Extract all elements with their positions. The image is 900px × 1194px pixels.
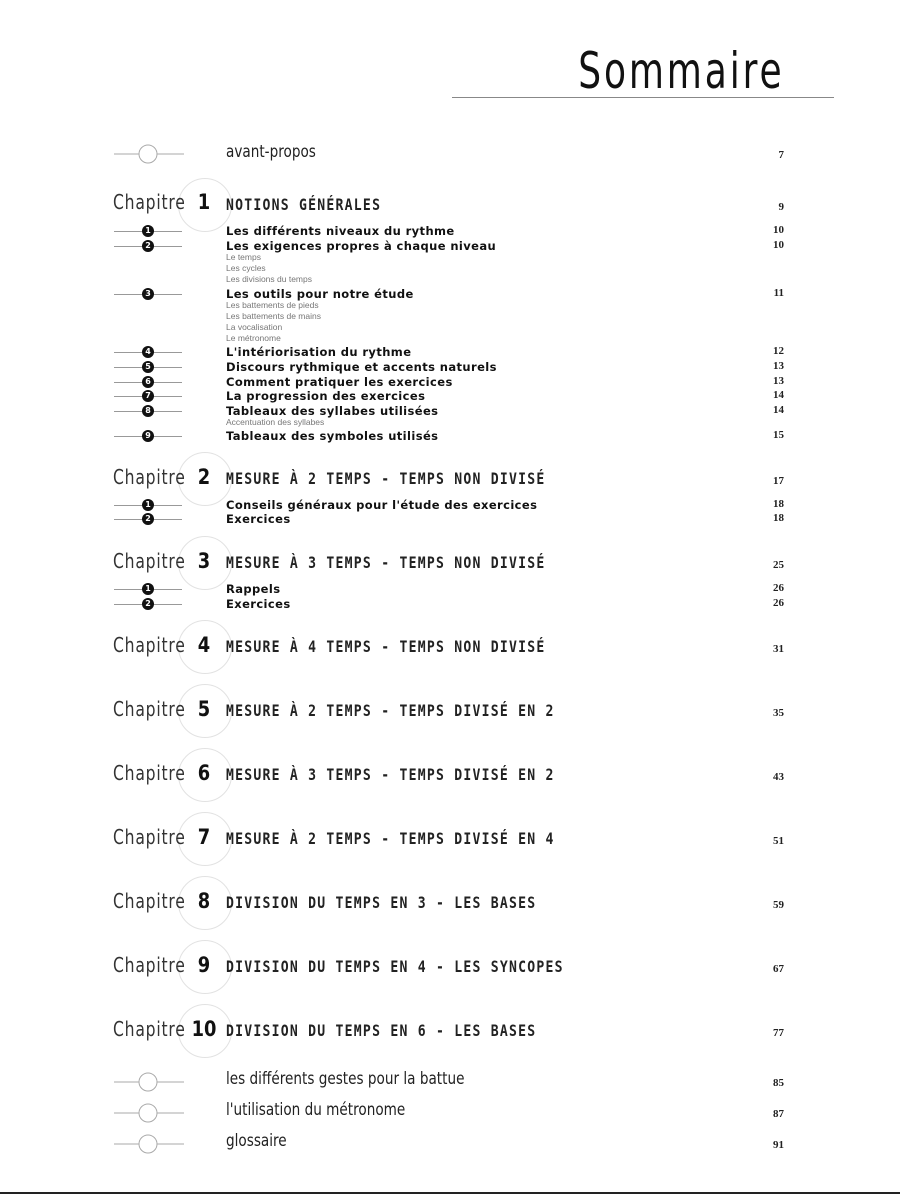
chapter-label: Chapitre [113,633,186,657]
section-number-badge: 7 [142,390,154,402]
chapter-label: Chapitre [113,953,186,977]
section-title[interactable]: Tableaux des syllabes utilisées [226,404,439,418]
section-page-number: 26 [773,582,784,594]
chapter-page-number: 43 [773,771,784,783]
subsection-item: Les cycles [226,263,266,273]
chapter-number: 7 [197,825,211,849]
subsection-item: Le métronome [226,333,281,343]
section-title[interactable]: Conseils généraux pour l'étude des exercices [226,498,538,512]
chapter-number: 10 [191,1017,217,1041]
chapter-page-number: 31 [773,643,784,655]
section-number-badge: 1 [142,225,154,237]
section-number-badge: 5 [142,361,154,373]
section-title[interactable]: Exercices [226,597,291,611]
section-number-badge: 1 [142,499,154,511]
section-page-number: 11 [773,287,784,299]
chapter-title[interactable]: MESURE À 2 TEMPS - TEMPS NON DIVISÉ [226,469,546,488]
section-page-number: 14 [773,404,784,416]
ring-ornament-icon [114,144,184,164]
chapter-label: Chapitre [113,889,186,913]
toc-page-number: 7 [778,149,784,161]
section-title[interactable]: La progression des exercices [226,389,426,403]
chapter-title[interactable]: MESURE À 3 TEMPS - TEMPS NON DIVISÉ [226,553,546,572]
section-title[interactable]: Comment pratiquer les exercices [226,375,453,389]
chapter-label: Chapitre [113,549,186,573]
chapter-title[interactable]: MESURE À 4 TEMPS - TEMPS NON DIVISÉ [226,637,546,656]
chapter-number: 5 [197,697,211,721]
section-title[interactable]: Exercices [226,512,291,526]
chapter-number: 2 [197,465,211,489]
chapter-title[interactable]: NOTIONS GÉNÉRALES [226,195,382,214]
section-page-number: 10 [773,224,784,236]
subsection-item: Accentuation des syllabes [226,417,325,427]
chapter-page-number: 25 [773,559,784,571]
title-underline [452,97,834,98]
section-page-number: 14 [773,389,784,401]
section-title[interactable]: Les exigences propres à chaque niveau [226,239,497,253]
subsection-item: Le temps [226,252,261,262]
section-page-number: 18 [773,512,784,524]
section-title[interactable]: Discours rythmique et accents naturels [226,360,497,374]
chapter-number: 1 [197,190,211,214]
section-title[interactable]: Rappels [226,582,281,596]
subsection-item: Les divisions du temps [226,274,312,284]
chapter-title[interactable]: DIVISION DU TEMPS EN 3 - LES BASES [226,893,537,912]
chapter-page-number: 9 [778,201,784,213]
toc-page-number: 91 [773,1139,784,1151]
chapter-label: Chapitre [113,1017,186,1041]
chapter-page-number: 51 [773,835,784,847]
chapter-label: Chapitre [113,761,186,785]
section-page-number: 10 [773,239,784,251]
section-page-number: 13 [773,360,784,372]
subsection-item: Les battements de pieds [226,300,319,310]
toc-page-number: 87 [773,1108,784,1120]
section-page-number: 12 [773,345,784,357]
section-title[interactable]: Les différents niveaux du rythme [226,224,455,238]
chapter-page-number: 59 [773,899,784,911]
ring-ornament-icon [114,1103,184,1123]
section-number-badge: 8 [142,405,154,417]
section-title[interactable]: Tableaux des symboles utilisés [226,429,439,443]
toc-entry-avant-propos[interactable]: avant-propos [226,142,316,162]
chapter-label: Chapitre [113,697,186,721]
section-page-number: 18 [773,498,784,510]
chapter-label: Chapitre [113,825,186,849]
section-number-badge: 2 [142,598,154,610]
section-number-badge: 6 [142,376,154,388]
chapter-number: 4 [197,633,211,657]
section-title[interactable]: Les outils pour notre étude [226,287,414,301]
chapter-page-number: 35 [773,707,784,719]
chapter-page-number: 67 [773,963,784,975]
toc-entry-battue[interactable]: les différents gestes pour la battue [226,1069,465,1089]
chapter-number: 3 [197,549,211,573]
chapter-number: 9 [197,953,211,977]
section-page-number: 13 [773,375,784,387]
section-number-badge: 4 [142,346,154,358]
toc-entry-glossaire[interactable]: glossaire [226,1131,287,1151]
chapter-label: Chapitre [113,465,186,489]
ring-ornament-icon [114,1072,184,1092]
chapter-label: Chapitre [113,190,186,214]
chapter-page-number: 77 [773,1027,784,1039]
section-number-badge: 1 [142,583,154,595]
section-page-number: 15 [773,429,784,441]
section-title[interactable]: L'intériorisation du rythme [226,345,412,359]
ring-ornament-icon [114,1134,184,1154]
chapter-title[interactable]: DIVISION DU TEMPS EN 4 - LES SYNCOPES [226,957,564,976]
chapter-title[interactable]: MESURE À 2 TEMPS - TEMPS DIVISÉ EN 2 [226,701,555,720]
chapter-title[interactable]: MESURE À 2 TEMPS - TEMPS DIVISÉ EN 4 [226,829,555,848]
subsection-item: Les battements de mains [226,311,321,321]
section-number-badge: 9 [142,430,154,442]
section-number-badge: 3 [142,288,154,300]
chapter-number: 6 [197,761,211,785]
subsection-item: La vocalisation [226,322,283,332]
toc-entry-metronome[interactable]: l'utilisation du métronome [226,1100,406,1120]
section-number-badge: 2 [142,513,154,525]
chapter-title[interactable]: DIVISION DU TEMPS EN 6 - LES BASES [226,1021,537,1040]
page-title: Sommaire [577,42,784,100]
section-number-badge: 2 [142,240,154,252]
chapter-number: 8 [197,889,211,913]
section-page-number: 26 [773,597,784,609]
chapter-title[interactable]: MESURE À 3 TEMPS - TEMPS DIVISÉ EN 2 [226,765,555,784]
toc-page-number: 85 [773,1077,784,1089]
chapter-page-number: 17 [773,475,784,487]
